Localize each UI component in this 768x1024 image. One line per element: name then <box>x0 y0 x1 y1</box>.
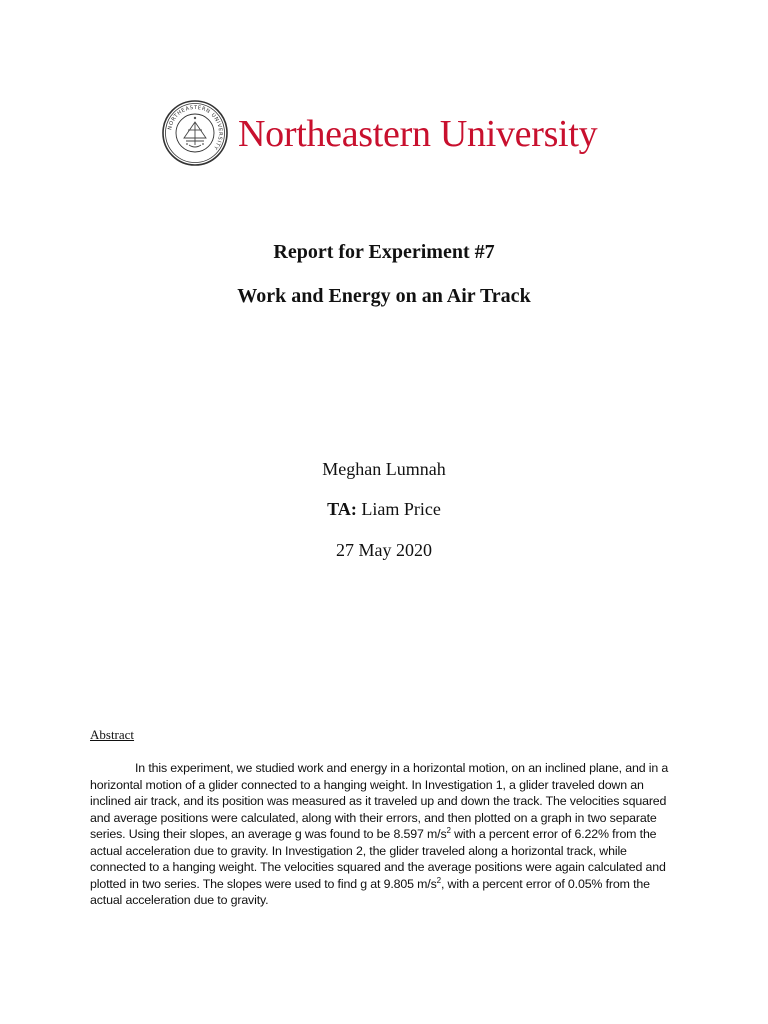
university-logo <box>162 100 610 172</box>
report-title: Report for Experiment #7 <box>273 241 495 263</box>
abstract-heading: Abstract <box>90 727 135 742</box>
abstract-paragraph <box>90 760 678 909</box>
university-wordmark: Northeastern University <box>238 113 598 155</box>
superscript-2: 2 <box>436 875 441 885</box>
abstract-text-3: , with a percent error of 0.05% from the actual acceleration due to gravity. <box>90 876 650 907</box>
ta-line <box>0 499 768 520</box>
ta-name: Liam Price <box>361 499 441 519</box>
seal-text: NORTHEASTERN UNIVERSITY <box>167 104 224 151</box>
abstract-text-2: with a percent error of 6.22% from the actual acceleration due to gravity. In Investigation 2, the glider traveled along a horizontal track, while connected to a hanging weight. The velocities squared and the average positions were again calculated and plotted in two series. The slopes were used to find g at 9.805 m/s <box>90 827 666 891</box>
ta-label: TA: <box>327 499 357 519</box>
superscript-1: 2 <box>446 825 451 835</box>
abstract-text-1: In this experiment, we studied work and energy in a horizontal motion, on an inclined plane, and in a horizontal motion of a glider connected to a hanging weight. In Investigation 1, a glider traveled down an inclined air track, and its position was measured as it traveled up and down the track. The velocities squared and average positions were calculated, along with their errors, and then plotted on a graph in two separate series. Using their slopes, an average g was found to be 8.597 m/s <box>90 761 669 841</box>
university-seal-icon <box>162 100 228 166</box>
report-subtitle: Work and Energy on an Air Track <box>237 285 531 307</box>
report-date: 27 May 2020 <box>336 540 432 560</box>
author-name: Meghan Lumnah <box>322 459 446 479</box>
